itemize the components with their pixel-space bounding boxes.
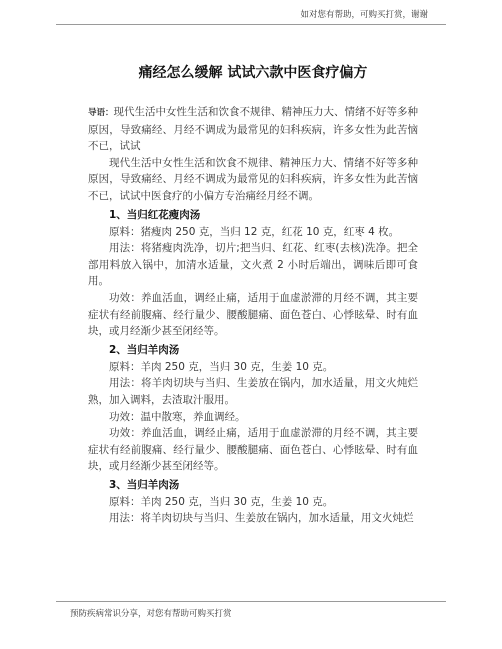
s2-effect-1: 功效：温中散寒，养血调经。 [109, 410, 246, 423]
s1-usage: 用法：将猪瘦肉洗净，切片;把当归、红花、红枣(去核)洗净。把全部用料放入锅中，加清水适量，文火煮 2 小时后端出，调味后即可食用。 [88, 242, 418, 288]
s1-effect: 功效：养血活血，调经止痛，适用于血虚淤滞的月经不调，其主要症状有经前腹痛、经行量少、腰酸腿痛、面色苍白、心悸眩晕、时有血块，或月经渐少甚至闭经等。 [88, 291, 418, 338]
header-note: 如对您有帮助，可购买打赏，谢谢 [300, 10, 428, 20]
intro-text: 现代生活中女性生活和饮食不规律、精神压力大、情绪不好等多种原因，导致痛经、月经不调成为最常见的妇科疾病，许多女性为此苦恼不已，试试 [88, 106, 419, 153]
s2-effect-2: 功效：养血活血，调经止痛，适用于血虚淤滞的月经不调，其主要症状有经前腹痛、经行量少、腰酸腿痛、面色苍白、心悸眩晕、时有血块，或月经渐少甚至闭经等。 [88, 427, 418, 473]
footer-note: 预防疾病常识分享，对您有帮助可购买打赏 [70, 609, 232, 619]
intro-label: 导语： [88, 108, 114, 118]
s2-usage: 用法：将羊肉切块与当归、生姜放在锅内，加水适量，用文火炖烂熟，加入调料，去渣取汁服用。 [88, 377, 418, 406]
document-body [88, 62, 418, 527]
s2-ingredients: 原料：羊肉 250 克，当归 30 克，生姜 10 克。 [109, 360, 334, 373]
header-divider [56, 24, 446, 25]
intro-paragraph-2: 现代生活中女性生活和饮食不规律、精神压力大、情绪不好等多种原因，导致痛经、月经不调成为最常见的妇科疾病，许多女性为此苦恼不已，试试中医食疗的小偏方专治痛经月经不调。 [88, 156, 418, 202]
s3-ingredients: 原料：羊肉 250 克，当归 30 克，生姜 10 克。 [109, 495, 334, 508]
footer-divider [56, 601, 446, 602]
section-heading-1: 1、当归红花瘦肉汤 [109, 208, 201, 221]
section-heading-3: 3、当归羊肉汤 [109, 478, 180, 491]
s3-usage: 用法：将羊肉切块与当归、生姜放在锅内，加水适量，用文火炖烂 [109, 512, 414, 525]
page-title: 痛经怎么缓解 试试六款中医食疗偏方 [138, 65, 368, 81]
s1-ingredients: 原料：猪瘦肉 250 克，当归 12 克，红花 10 克，红枣 4 枚。 [109, 225, 400, 238]
intro-paragraph [88, 104, 418, 155]
section-heading-2: 2、当归羊肉汤 [109, 343, 180, 356]
